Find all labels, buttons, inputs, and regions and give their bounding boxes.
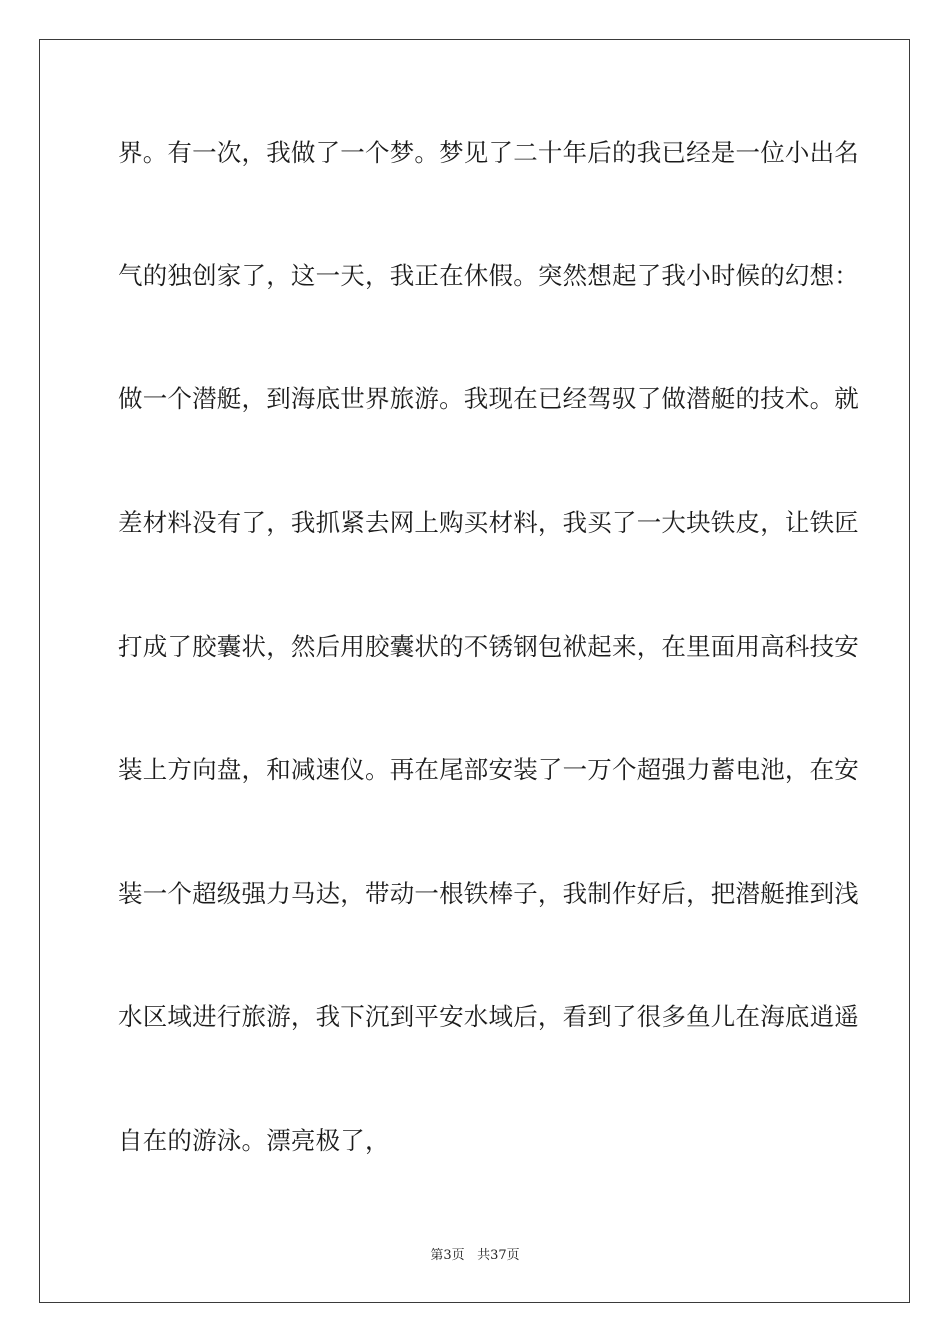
page-number: 第3页 xyxy=(430,1248,465,1263)
text-line: 界。有一次，我做了一个梦。梦见了二十年后的我已经是一位小出名 xyxy=(118,138,859,167)
text-line: 自在的游泳。漂亮极了， xyxy=(118,1126,390,1155)
text-line: 做一个潜艇，到海底世界旅游。我现在已经驾驭了做潜艇的技术。就 xyxy=(118,384,859,413)
text-line: 差材料没有了，我抓紧去网上购买材料，我买了一大块铁皮，让铁匠 xyxy=(118,508,859,537)
text-line: 装上方向盘，和减速仪。再在尾部安装了一万个超强力蓄电池，在安 xyxy=(118,755,859,784)
text-line: 水区域进行旅游，我下沉到平安水域后，看到了很多鱼儿在海底逍遥 xyxy=(118,1002,859,1031)
page-frame xyxy=(39,39,910,1303)
page-total: 共37页 xyxy=(477,1248,520,1263)
text-line: 装一个超级强力马达，带动一根铁棒子，我制作好后，把潜艇推到浅 xyxy=(118,879,859,908)
text-line: 打成了胶囊状，然后用胶囊状的不锈钢包袱起来，在里面用高科技安 xyxy=(118,632,859,661)
page-footer xyxy=(0,1247,950,1265)
text-line: 气的独创家了，这一天，我正在休假。突然想起了我小时候的幻想： xyxy=(118,261,859,290)
